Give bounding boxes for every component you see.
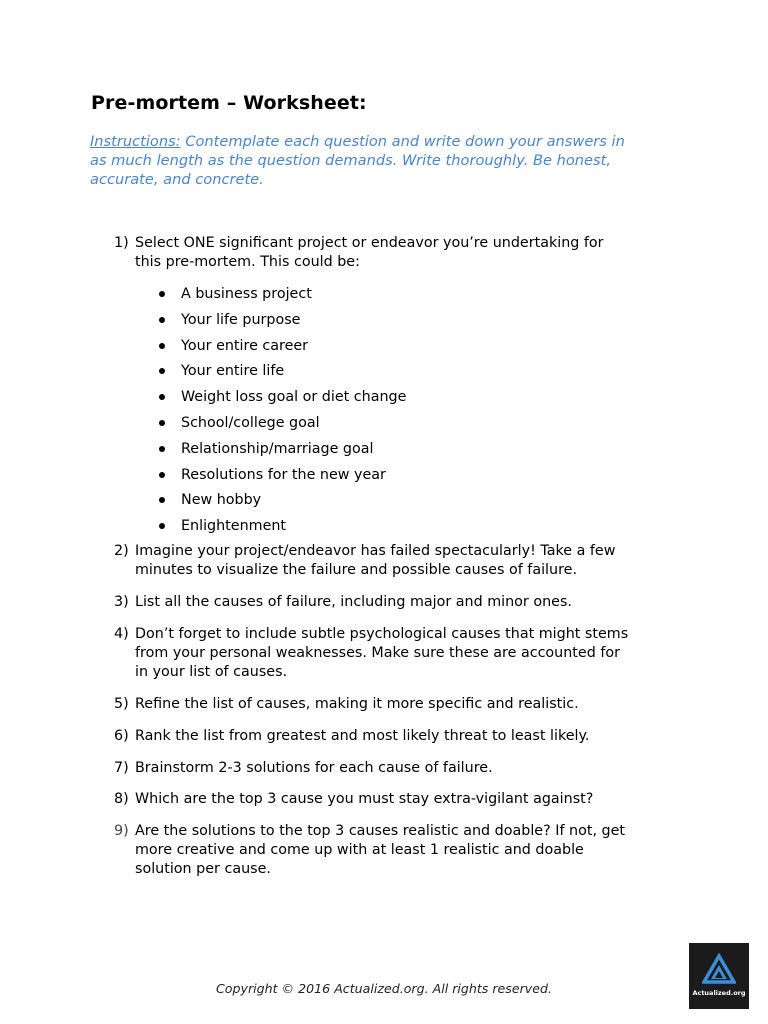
question-text bbox=[135, 695, 675, 714]
list-item-label: Your entire career bbox=[181, 337, 309, 354]
bullet-icon bbox=[159, 446, 165, 452]
list-item-label: Your entire life bbox=[181, 363, 285, 380]
question-line: more creative and come up with at least 1 realistic and doable bbox=[135, 842, 584, 858]
question-line: in your list of causes. bbox=[135, 664, 288, 680]
instructions bbox=[90, 132, 690, 189]
question-number: 1) bbox=[114, 235, 129, 251]
question-line: Imagine your project/endeavor has failed spectacularly! Take a few bbox=[135, 543, 616, 559]
list-item-label: Your life purpose bbox=[181, 311, 301, 328]
list-item bbox=[158, 491, 558, 517]
question-number: 7) bbox=[114, 760, 129, 776]
logo-text: Actualized.org bbox=[692, 989, 746, 997]
question-number: 3) bbox=[114, 594, 129, 610]
question-text bbox=[135, 759, 675, 778]
question-line: List all the causes of failure, including major and minor ones. bbox=[135, 594, 572, 610]
bullet-icon bbox=[159, 343, 165, 349]
bullet-icon bbox=[159, 368, 165, 374]
question-line: Which are the top 3 cause you must stay extra-vigilant against? bbox=[135, 791, 594, 807]
question-line: Rank the list from greatest and most likely threat to least likely. bbox=[135, 728, 590, 744]
bullet-icon bbox=[159, 523, 165, 529]
question-line: Don’t forget to include subtle psychological causes that might stems bbox=[135, 626, 629, 642]
bullet-icon bbox=[159, 497, 165, 503]
question-line: Are the solutions to the top 3 causes realistic and doable? If not, get bbox=[135, 823, 626, 839]
question-line: solution per cause. bbox=[135, 861, 271, 877]
question-text bbox=[135, 727, 675, 746]
list-item bbox=[158, 388, 558, 414]
list-item bbox=[158, 414, 558, 440]
question-number: 2) bbox=[114, 543, 129, 559]
question-text bbox=[135, 625, 675, 682]
question-number: 5) bbox=[114, 696, 129, 712]
question-text bbox=[135, 790, 675, 809]
question-line: minutes to visualize the failure and possible causes of failure. bbox=[135, 562, 577, 578]
question-text bbox=[135, 822, 675, 879]
list-item bbox=[158, 362, 558, 388]
question-line: this pre-mortem. This could be: bbox=[135, 254, 360, 270]
bullet-icon bbox=[159, 394, 165, 400]
list-item bbox=[158, 337, 558, 363]
page-title: Pre-mortem – Worksheet: bbox=[91, 92, 367, 114]
instructions-line-2: as much length as the question demands. Write thoroughly. Be honest, bbox=[90, 152, 611, 169]
bullet-icon bbox=[159, 420, 165, 426]
bullet-icon bbox=[159, 317, 165, 323]
list-item-label: Resolutions for the new year bbox=[181, 466, 386, 483]
list-item-label: A business project bbox=[181, 286, 312, 302]
triangle-logo-icon bbox=[702, 953, 736, 987]
bullet-icon bbox=[159, 291, 165, 297]
question-line: Brainstorm 2-3 solutions for each cause of failure. bbox=[135, 760, 493, 776]
question-number: 4) bbox=[114, 626, 129, 642]
list-item-label: New hobby bbox=[181, 492, 262, 509]
list-item bbox=[158, 466, 558, 492]
list-item bbox=[158, 311, 558, 337]
list-item-label: Relationship/marriage goal bbox=[181, 440, 374, 457]
instructions-lead: Instructions: bbox=[90, 133, 181, 150]
bullet-icon bbox=[159, 472, 165, 478]
question-text bbox=[135, 542, 675, 580]
question-number: 6) bbox=[114, 728, 129, 744]
list-item bbox=[158, 517, 558, 543]
question-text bbox=[135, 234, 675, 272]
list-item-label: Weight loss goal or diet change bbox=[181, 389, 407, 406]
list-item bbox=[158, 285, 558, 311]
question-line: Refine the list of causes, making it more specific and realistic. bbox=[135, 696, 579, 712]
question-number: 9) bbox=[114, 823, 129, 839]
brand-logo bbox=[689, 943, 749, 1009]
list-item-label: School/college goal bbox=[181, 414, 320, 431]
instructions-line-3: accurate, and concrete. bbox=[90, 171, 264, 188]
list-item-label: Enlightenment bbox=[181, 518, 287, 535]
instructions-line-1: Contemplate each question and write down your answers in bbox=[180, 133, 625, 150]
copyright-footer: Copyright © 2016 Actualized.org. All rights reserved. bbox=[216, 981, 552, 996]
question-line: Select ONE significant project or endeavor you’re undertaking for bbox=[135, 235, 604, 251]
question-number: 8) bbox=[114, 791, 129, 807]
option-list bbox=[158, 285, 558, 543]
question-line: from your personal weaknesses. Make sure these are accounted for bbox=[135, 645, 620, 661]
question-text bbox=[135, 593, 675, 612]
list-item bbox=[158, 440, 558, 466]
